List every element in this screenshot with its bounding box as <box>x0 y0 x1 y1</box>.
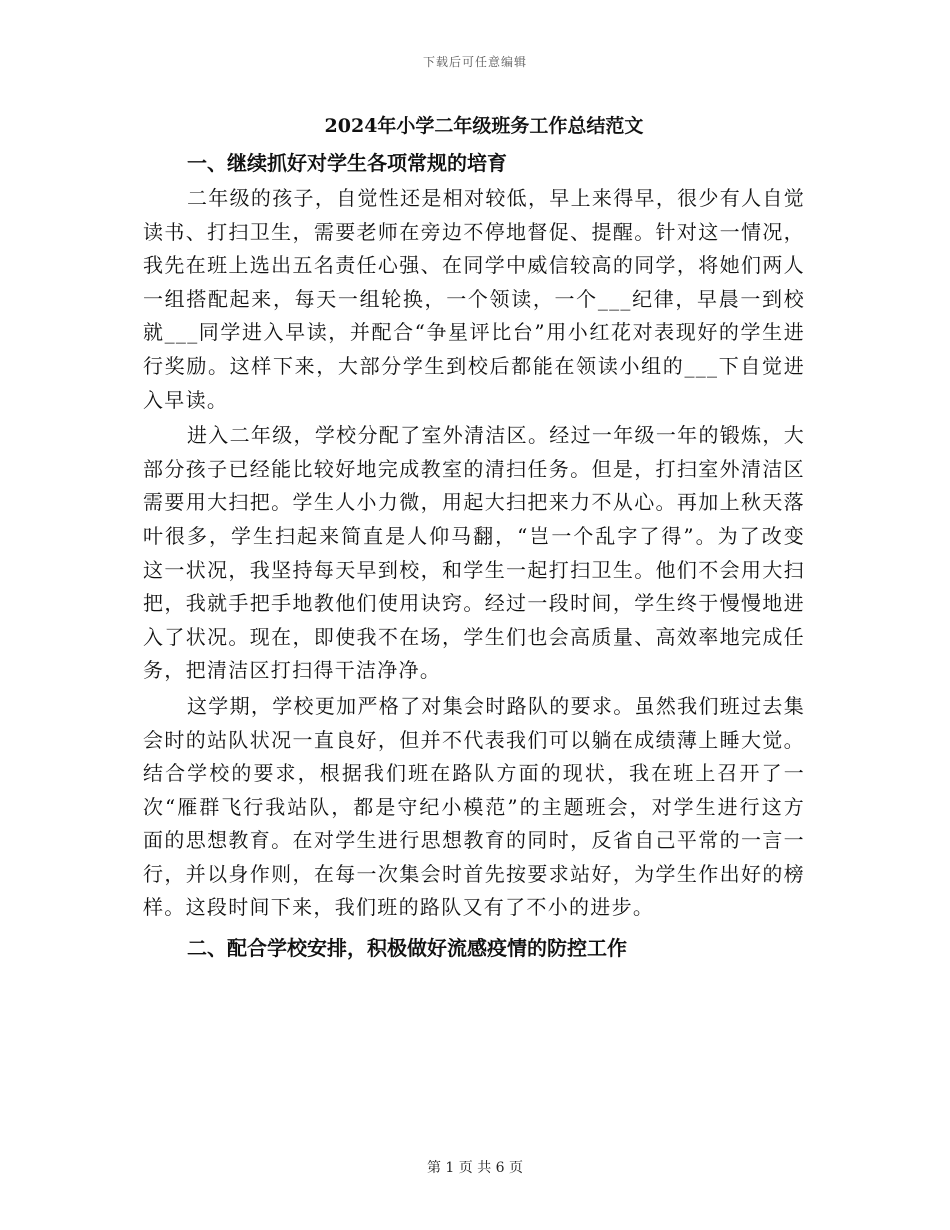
paragraph-1: 二年级的孩子，自觉性还是相对较低，早上来得早，很少有人自觉读书、打扫卫生，需要老师在旁边不停地督促、提醒。针对这一情况，我先在班上选出五名责任心强、在同学中威信较高的同学，将她们两人一组搭配起来，每天一组轮换，一个领读，一个___纪律，早晨一到校就___同学进入早读，并配合“争星评比台”用小红花对表现好的学生进行奖励。这样下来，大部分学生到校后都能在领读小组的___下自觉进入早读。 <box>143 186 805 412</box>
paragraph-2: 进入二年级，学校分配了室外清洁区。经过一年级一年的锻炼，大部分孩子已经能比较好地完成教室的清扫任务。但是，打扫室外清洁区需要用大扫把。学生人小力微，用起大扫把来力不从心。再加上秋天落叶很多，学生扫起来简直是人仰马翻，“岂一个乱字了得”。为了改变这一状况，我坚持每天早到校，和学生一起打扫卫生。他们不会用大扫把，我就手把手地教他们使用诀窍。经过一段时间，学生终于慢慢地进入了状况。现在，即使我不在场，学生们也会高质量、高效率地完成任务，把清洁区打扫得干洁净净。 <box>143 423 805 683</box>
document-body <box>143 108 805 967</box>
paragraph-3: 这学期，学校更加严格了对集会时路队的要求。虽然我们班过去集会时的站队状况一直良好，但并不代表我们可以躺在成绩薄上睡大觉。结合学校的要求，根据我们班在路队方面的现状，我在班上召开了一次“雁群飞行我站队，都是守纪小模范”的主题班会，对学生进行这方面的思想教育。在对学生进行思想教育的同时，反省自己平常的一言一行，并以身作则，在每一次集会时首先按要求站好，为学生作出好的榜样。这段时间下来，我们班的路队又有了不小的进步。 <box>143 693 805 920</box>
section-heading-2: 二、配合学校安排，积极做好流感疫情的防控工作 <box>187 936 627 961</box>
page-header-note: 下载后可任意编辑 <box>422 55 527 69</box>
section-heading-1: 一、继续抓好对学生各项常规的培育 <box>187 151 507 175</box>
document-title: 2024年小学二年级班务工作总结范文 <box>324 115 644 137</box>
page-footer: 第 1 页 共 6 页 <box>426 1160 524 1176</box>
